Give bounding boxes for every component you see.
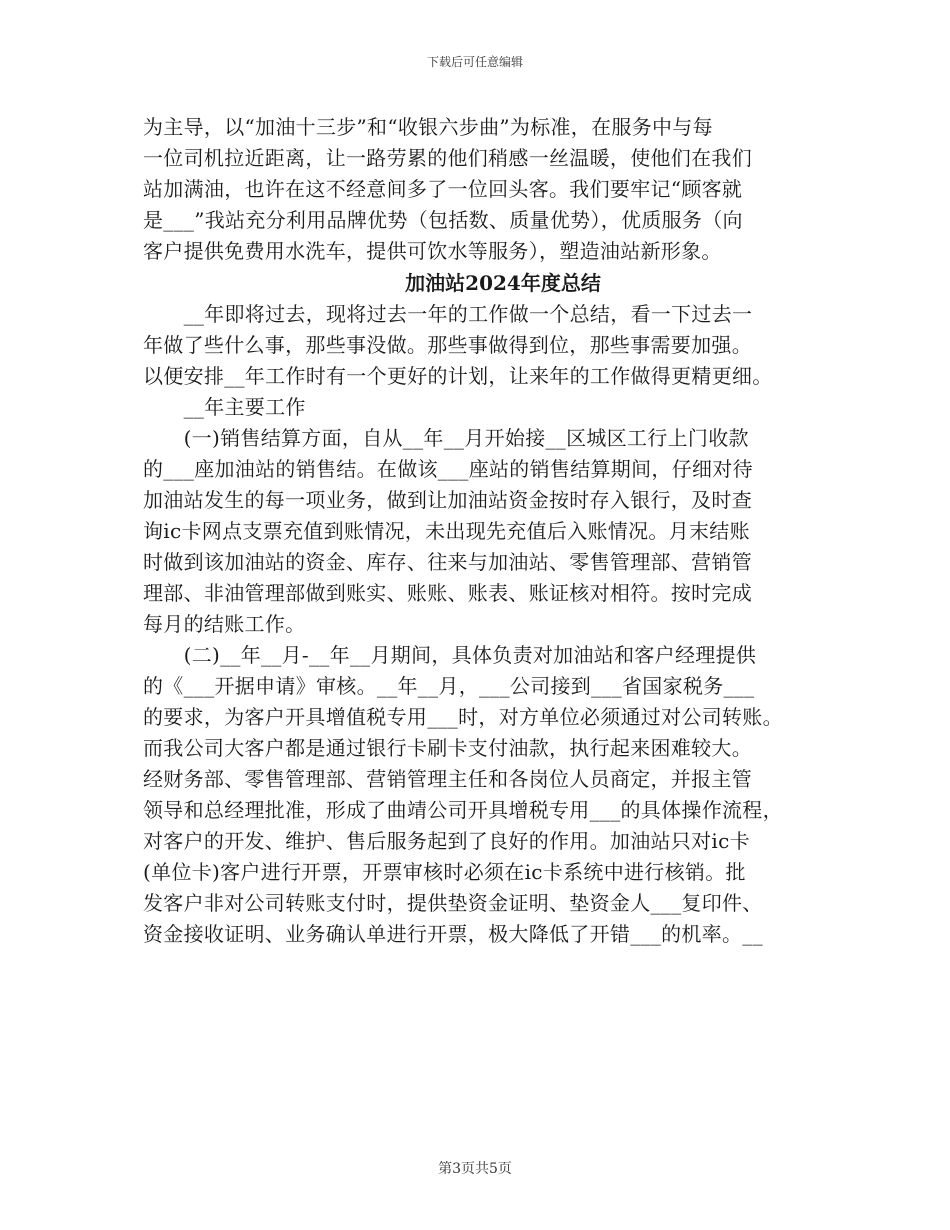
paragraph-line: 领导和总经理批准，形成了曲靖公司开具增税专用___的具体操作流程， <box>143 798 783 822</box>
paragraph-line: 为主导，以“加油十三步”和“收银六步曲”为标准，在服务中与每 <box>143 115 713 139</box>
paragraph-line: 询ic卡网点支票充值到账情况，未出现先充值后入账情况。月末结账 <box>143 519 750 543</box>
paragraph-line: 对客户的开发、维护、售后服务起到了良好的作用。加油站只对ic卡 <box>143 829 750 853</box>
paragraph-line: 是___”我站充分利用品牌优势（包括数、质量优势），优质服务（向 <box>143 208 743 232</box>
page-indicator: 第3页共5页 <box>438 1161 512 1177</box>
paragraph-line: __年即将过去，现将过去一年的工作做一个总结，看一下过去一 <box>143 302 753 326</box>
paragraph-line: 发客户非对公司转账支付时，提供垫资金证明、垫资金人___复印件、 <box>143 891 763 915</box>
paragraph-line: 经财务部、零售管理部、营销管理主任和各岗位人员商定，并报主管 <box>143 767 752 791</box>
paragraph-line: (二)__年__月-__年__月期间，具体负责对加油站和客户经理提供 <box>143 643 757 667</box>
paragraph-line: 站加满油，也许在这不经意间多了一位回头客。我们要牢记“顾客就 <box>143 177 743 201</box>
paragraph-line: 以便安排__年工作时有一个更好的计划，让来年的工作做得更精更细。 <box>143 364 773 388</box>
paragraph-line: 一位司机拉近距离，让一路劳累的他们稍感一丝温暖，使他们在我们 <box>143 146 752 170</box>
paragraph-line: (单位卡)客户进行开票，开票审核时必须在ic卡系统中进行核销。批 <box>143 860 746 884</box>
paragraph-line: 的《___开据申请》审核。__年__月，___公司接到___省国家税务___ <box>143 674 755 698</box>
paragraph-line: 时做到该加油站的资金、库存、往来与加油站、零售管理部、营销管 <box>143 550 752 574</box>
paragraph-line: (一)销售结算方面，自从__年__月开始接__区城区工行上门收款 <box>143 426 749 450</box>
paragraph-line: 加油站发生的每一项业务，做到让加油站资金按时存入银行，及时查 <box>143 488 752 512</box>
paragraph-line: 年做了些什么事，那些事没做。那些事做得到位，那些事需要加强。 <box>143 333 752 357</box>
paragraph-line: 客户提供免费用水洗车，提供可饮水等服务），塑造油站新形象。 <box>143 239 722 263</box>
paragraph-line: 资金接收证明、业务确认单进行开票，极大降低了开错___的机率。__ <box>143 922 763 946</box>
paragraph-line: 的___座加油站的销售结。在做该___座站的销售结算期间，仔细对待 <box>143 457 753 481</box>
paragraph-line: 每月的结账工作。 <box>143 612 306 636</box>
paragraph-line: 而我公司大客户都是通过银行卡刷卡支付油款，执行起来困难较大。 <box>143 736 752 760</box>
document-body <box>143 112 823 950</box>
paragraph-line: 的要求，为客户开具增值税专用___时，对方单位必须通过对公司转账。 <box>143 705 783 729</box>
section-title: 加油站2024年度总结 <box>405 271 601 295</box>
paragraph-line: 理部、非油管理部做到账实、账账、账表、账证核对相符。按时完成 <box>143 581 752 605</box>
header-note: 下载后可任意编辑 <box>426 55 523 69</box>
paragraph-line: __年主要工作 <box>143 395 306 419</box>
